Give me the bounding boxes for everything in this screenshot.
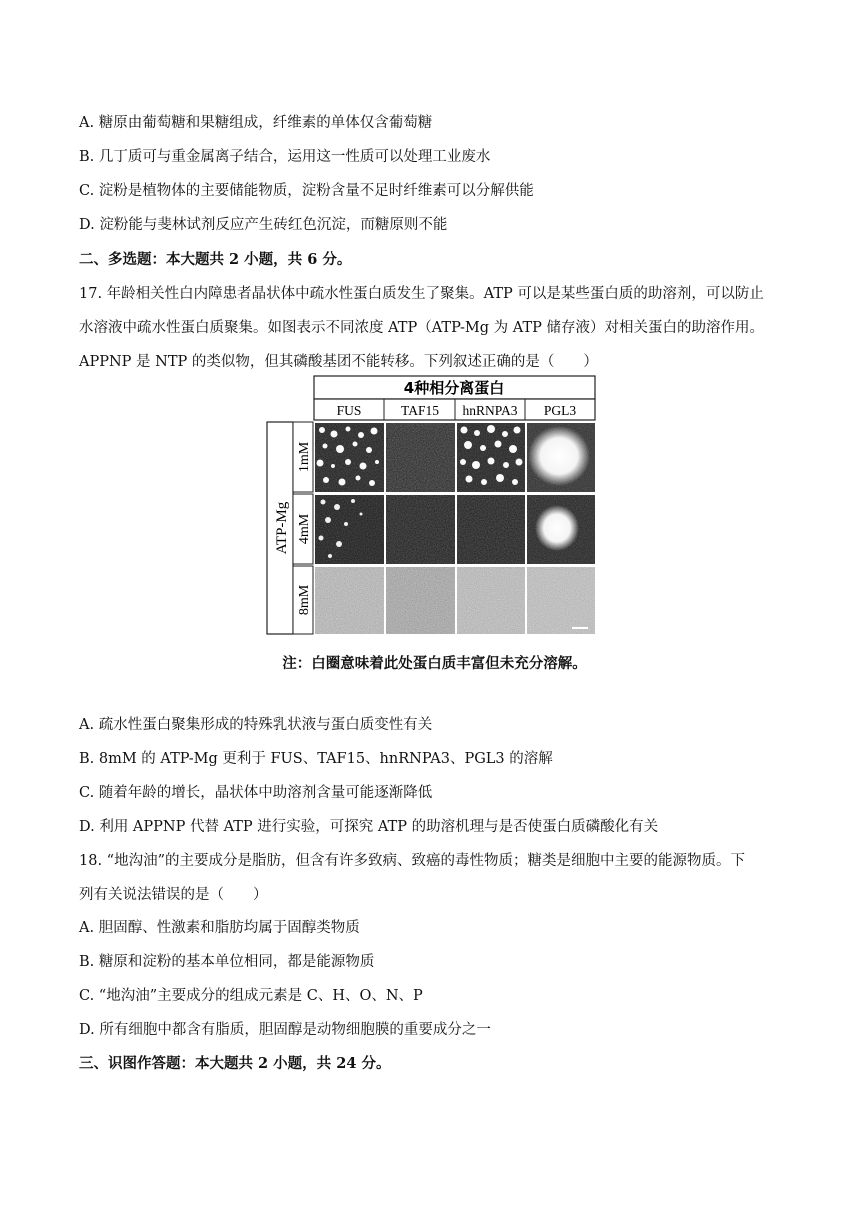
q16-option-a: A. 糖原由葡萄糖和果糖组成，纤维素的单体仅含葡萄糖 <box>79 115 433 131</box>
column-label-pgl3: PGL3 <box>543 403 577 418</box>
section-3-heading: 三、识图作答题：本大题共 2 小题，共 24 分。 <box>79 1055 391 1072</box>
row-label-1mm: 1mM <box>297 441 312 473</box>
q18-option-b: B. 糖原和淀粉的基本单位相同，都是能源物质 <box>79 954 375 970</box>
q17-option-a: A. 疏水性蛋白聚集形成的特殊乳状液与蛋白质变性有关 <box>79 717 433 733</box>
q16-option-c: C. 淀粉是植物体的主要储能物质，淀粉含量不足时纤维素可以分解供能 <box>79 183 534 199</box>
q16-option-b: B. 几丁质可与重金属离子结合，运用这一性质可以处理工业废水 <box>79 149 491 165</box>
q17-option-b: B. 8mM 的 ATP-Mg 更利于 FUS、TAF15、hnRNPA3、PGL3 的溶解 <box>79 751 553 767</box>
row-group-label: ATP-Mg <box>274 501 290 555</box>
q17-option-d: D. 利用 APPNP 代替 ATP 进行实验，可探究 ATP 的助溶机理与是否使蛋白质磷酸化有关 <box>79 819 659 835</box>
q18-option-a: A. 胆固醇、性激素和脂肪均属于固醇类物质 <box>79 920 360 936</box>
row-label-4mm: 4mM <box>297 513 312 545</box>
q16-option-d: D. 淀粉能与斐林试剂反应产生砖红色沉淀，而糖原则不能 <box>79 217 448 233</box>
atp-solubility-figure <box>262 374 607 640</box>
figure-note: 注：白圈意味着此处蛋白质丰富但未充分溶解。 <box>282 656 587 672</box>
q17-stem-line-3: APPNP 是 NTP 的类似物，但其磷酸基团不能转移。下列叙述正确的是（ ） <box>79 354 598 370</box>
column-label-fus: FUS <box>336 403 362 418</box>
row-label-8mm: 8mM <box>297 584 312 616</box>
q18-stem-line-2: 列有关说法错误的是（ ） <box>79 887 268 903</box>
q17-stem-line-2: 水溶液中疏水性蛋白质聚集。如图表示不同浓度 ATP（ATP-Mg 为 ATP 储存液）对相关蛋白的助溶作用。 <box>79 320 764 336</box>
column-label-hnrnpa3: hnRNPA3 <box>462 403 518 418</box>
q18-stem-line-1: 18. “地沟油”的主要成分是脂肪，但含有许多致病、致癌的毒性物质；糖类是细胞中主要的能源物质。下 <box>79 853 745 869</box>
column-label-taf15: TAF15 <box>401 403 439 418</box>
section-2-heading: 二、多选题：本大题共 2 小题，共 6 分。 <box>79 251 352 268</box>
q17-stem-line-1: 17. 年龄相关性白内障患者晶状体中疏水性蛋白质发生了聚集。ATP 可以是某些蛋白质的助溶剂，可以防止 <box>79 286 764 302</box>
q17-option-c: C. 随着年龄的增长，晶状体中助溶剂含量可能逐渐降低 <box>79 785 433 801</box>
q18-option-c: C. “地沟油”主要成分的组成元素是 C、H、O、N、P <box>79 988 423 1004</box>
q18-option-d: D. 所有细胞中都含有脂质，胆固醇是动物细胞膜的重要成分之一 <box>79 1022 491 1038</box>
figure-header: 4种相分离蛋白 <box>403 379 505 397</box>
